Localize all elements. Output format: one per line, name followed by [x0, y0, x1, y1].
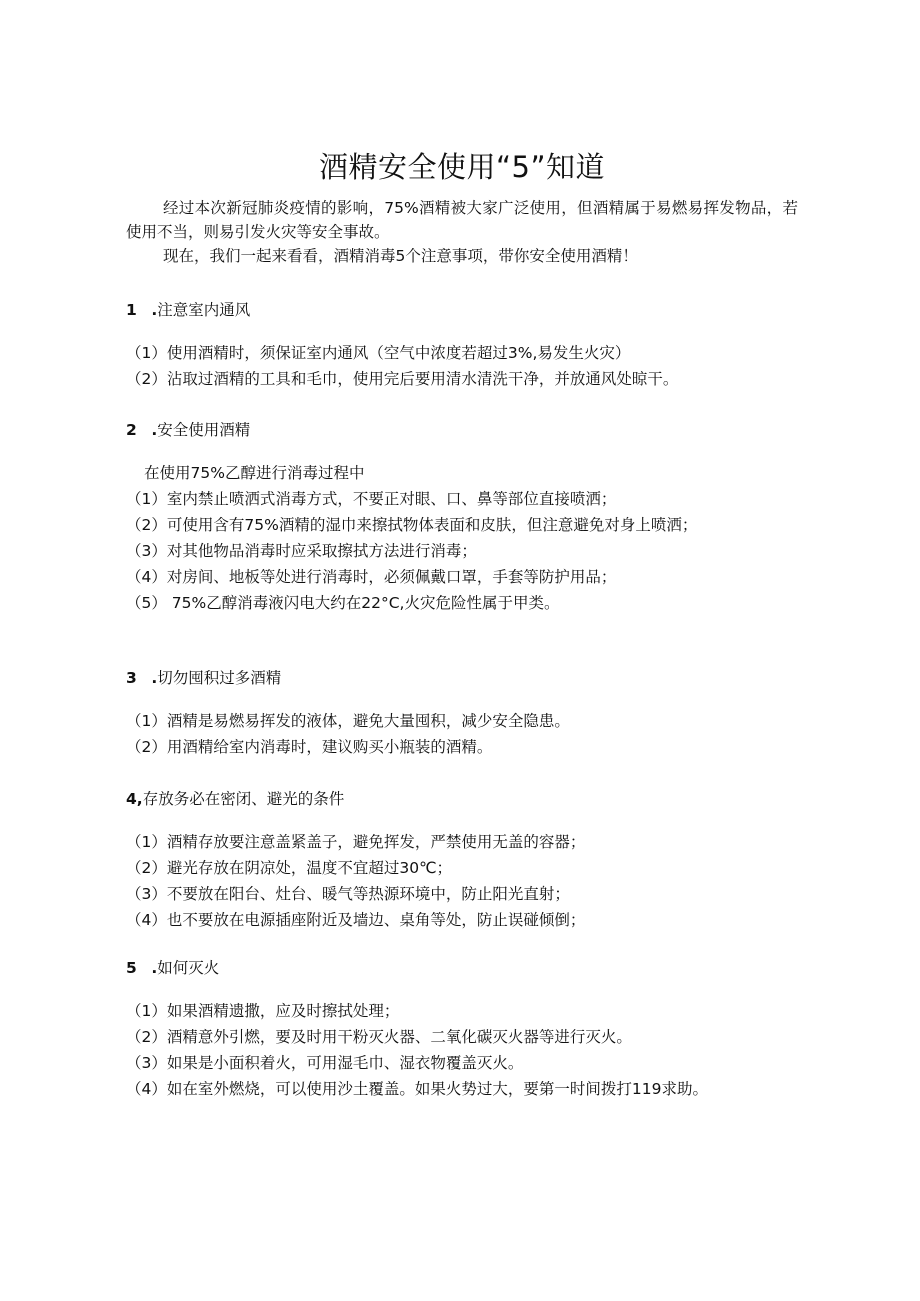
section-items: [126, 999, 798, 1101]
section-separator: .: [146, 421, 158, 439]
section-heading: [126, 418, 798, 442]
section-heading-text: 切勿囤积过多酒精: [157, 669, 282, 687]
section-number: 1: [126, 301, 137, 319]
section-heading-text: 存放务必在密闭、避光的条件: [142, 790, 345, 808]
section-heading: [126, 666, 798, 690]
list-item: （2）用酒精给室内消毒时，建议购买小瓶装的酒精。: [126, 738, 493, 756]
section-heading: [126, 956, 798, 980]
section-ventilation: [126, 298, 798, 393]
intro-paragraph: 经过本次新冠肺炎疫情的影响，75%酒精被大家广泛使用，但酒精属于易燃易挥发物品，若使用不当，则易引发火灾等安全事故。: [126, 199, 798, 241]
list-item: （5） 75%乙醇消毒液闪电大约在22°C,火灾危险性属于甲类。: [126, 594, 560, 612]
list-item: （2）沾取过酒精的工具和毛巾，使用完后要用清水清洗干净，并放通风处晾干。: [126, 370, 679, 388]
section-separator: .: [146, 669, 158, 687]
section-no-hoarding: [126, 666, 798, 761]
section-safe-use: [126, 418, 798, 617]
list-item: （4）也不要放在电源插座附近及墙边、桌角等处，防止误碰倾倒；: [126, 911, 586, 929]
intro-paragraph: 现在，我们一起来看看，酒精消毒5个注意事项，带你安全使用酒精！: [163, 247, 638, 265]
section-heading-text: 如何灭火: [157, 959, 220, 977]
section-heading-text: 安全使用酒精: [157, 421, 251, 439]
section-number: 4: [126, 790, 137, 808]
list-item: （1）如果酒精遗撒，应及时擦拭处理；: [126, 1002, 400, 1020]
document-title: 酒精安全使用“5”知道: [319, 150, 605, 185]
list-item: （1）酒精是易燃易挥发的液体，避免大量囤积，减少安全隐患。: [126, 712, 570, 730]
list-item: （2）避光存放在阴凉处，温度不宜超过30℃；: [126, 859, 452, 877]
section-items: [126, 830, 798, 932]
intro-block: [126, 196, 798, 268]
section-number: 5: [126, 959, 137, 977]
section-heading: [126, 298, 798, 322]
list-item: （3）不要放在阳台、灶台、暖气等热源环境中，防止阳光直射；: [126, 885, 570, 903]
section-separator: ,: [136, 790, 143, 808]
section-lead: 在使用75%乙醇进行消毒过程中: [144, 464, 365, 482]
list-item: （1）室内禁止喷洒式消毒方式，不要正对眼、口、鼻等部位直接喷洒；: [126, 490, 617, 508]
list-item: （1）使用酒精时，须保证室内通风（空气中浓度若超过3%,易发生火灾）: [126, 344, 631, 362]
section-fire-fighting: [126, 956, 798, 1103]
list-item: （2）可使用含有75%酒精的湿巾来擦拭物体表面和皮肤，但注意避免对身上喷洒；: [126, 516, 698, 534]
section-items: [126, 341, 798, 391]
section-heading: [126, 787, 798, 811]
section-number: 2: [126, 421, 137, 439]
section-storage: [126, 787, 798, 934]
section-number: 3: [126, 669, 137, 687]
list-item: （4）对房间、地板等处进行消毒时，必须佩戴口罩，手套等防护用品；: [126, 568, 617, 586]
section-heading-text: 注意室内通风: [157, 301, 251, 319]
list-item: （3）如果是小面积着火，可用湿毛巾、湿衣物覆盖灭火。: [126, 1054, 524, 1072]
list-item: （2）酒精意外引燃，要及时用干粉灭火器、二氧化碳灭火器等进行灭火。: [126, 1028, 632, 1046]
list-item: （3）对其他物品消毒时应采取擦拭方法进行消毒；: [126, 542, 477, 560]
section-items: [126, 461, 798, 615]
section-items: [126, 709, 798, 759]
section-separator: .: [146, 301, 158, 319]
section-separator: .: [146, 959, 158, 977]
list-item: （4）如在室外燃烧，可以使用沙土覆盖。如果火势过大，要第一时间拨打119求助。: [126, 1080, 708, 1098]
list-item: （1）酒精存放要注意盖紧盖子，避免挥发，严禁使用无盖的容器；: [126, 833, 586, 851]
